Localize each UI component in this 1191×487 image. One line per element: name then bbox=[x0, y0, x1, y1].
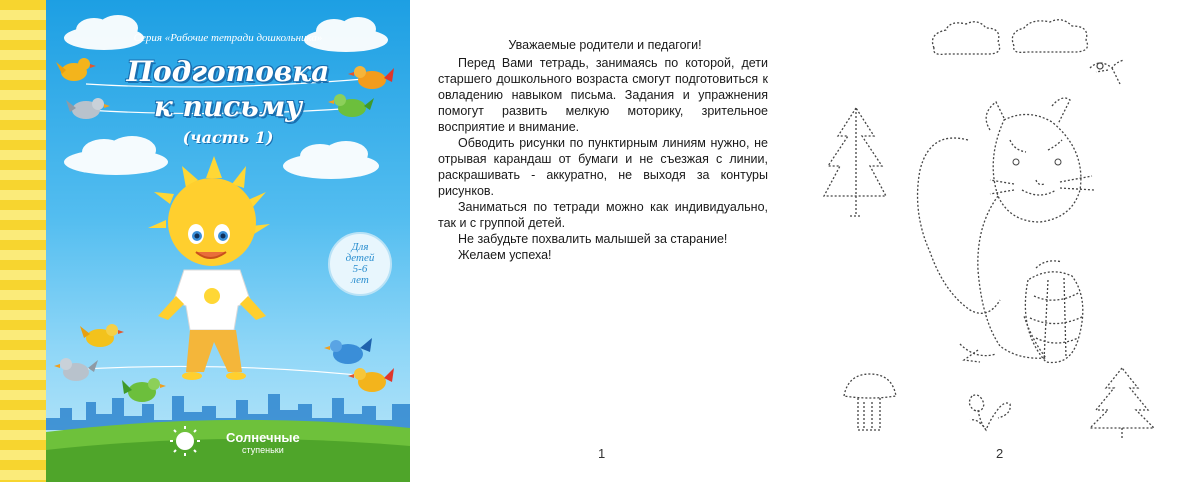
flower-figure bbox=[969, 395, 1010, 430]
page-body bbox=[438, 55, 768, 263]
bird-icon bbox=[80, 324, 124, 347]
cloud-right-figure bbox=[1012, 20, 1087, 53]
bird-icon bbox=[54, 358, 98, 381]
page-1 bbox=[410, 0, 800, 482]
bird-icon bbox=[122, 378, 166, 402]
mushroom-figure bbox=[844, 374, 896, 430]
cover-title-line2: к письму bbox=[153, 90, 303, 123]
paragraph: Не забудьте похвалить малышей за старание! bbox=[458, 232, 728, 246]
sun-character bbox=[148, 156, 270, 380]
page-number: 2 bbox=[996, 446, 1004, 461]
age-line: лет bbox=[351, 274, 369, 286]
paragraph: Желаем успеха! bbox=[458, 248, 552, 262]
bird-icon bbox=[348, 368, 394, 392]
paragraph: Обводить рисунки по пунктирным линиям нужно, не отрывая карандаш от бумаги и не съезжая с линии, раскрашивать - аккуратно, не выходя за контуры рисунков. bbox=[438, 136, 768, 198]
age-line: 5-6 bbox=[352, 263, 368, 275]
age-line: детей bbox=[345, 252, 375, 264]
page-heading: Уважаемые родители и педагоги! bbox=[508, 38, 702, 52]
page-2 bbox=[800, 0, 1191, 482]
bird-icon bbox=[324, 338, 372, 364]
yellow-stripe bbox=[0, 0, 46, 482]
cover-part: (часть 1) bbox=[182, 128, 274, 147]
series-title: Серия «Рабочие тетради дошкольника» bbox=[133, 32, 323, 44]
cover-art bbox=[46, 0, 410, 482]
book-cover bbox=[0, 0, 410, 482]
age-badge bbox=[328, 232, 392, 296]
cloud-left-figure bbox=[933, 22, 1000, 55]
publisher-line1: Солнечные bbox=[226, 430, 300, 445]
publisher-line2: ступеньки bbox=[242, 445, 284, 455]
squirrel-figure bbox=[918, 98, 1094, 362]
fir-tree-figure bbox=[824, 108, 886, 216]
bird-figure bbox=[1090, 60, 1124, 84]
tracing-worksheet bbox=[800, 0, 1191, 482]
paragraph: Перед Вами тетрадь, занимаясь по которой, дети старшего дошкольного возраста смогут подготовиться к овладению навыком письма. Задания и упражнения помогут развить мелкую моторику, зрительное восприятие и внимание. bbox=[438, 56, 768, 134]
publisher-name bbox=[226, 430, 300, 455]
paragraph: Заниматься по тетради можно как индивидуально, так и с группой детей. bbox=[438, 200, 768, 230]
fir-tree-small-figure bbox=[1090, 368, 1154, 440]
cover-title-line1: Подготовка bbox=[126, 55, 330, 88]
age-line: Для bbox=[351, 241, 369, 253]
pine-cone-figure bbox=[1025, 261, 1084, 363]
page-number: 1 bbox=[598, 446, 606, 461]
